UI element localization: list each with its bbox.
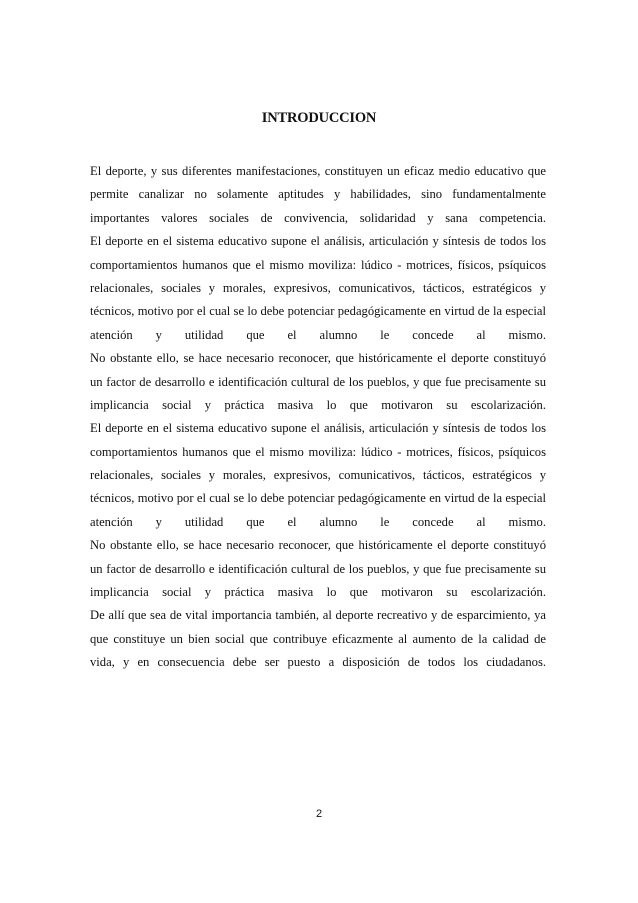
text-line: implicancia social y práctica masiva lo que motivaron su escolarización.: [90, 397, 546, 412]
text-line: relacionales, sociales y morales, expresivos, comunicativos, tácticos, estratégicos y: [90, 468, 546, 483]
text-line: implicancia social y práctica masiva lo que motivaron su escolarización.: [90, 585, 546, 600]
text-line: importantes valores sociales de convivencia, solidaridad y sana competencia.: [90, 210, 546, 225]
text-line: un factor de desarrollo e identificación cultural de los pueblos, y que fue precisamente su: [90, 374, 546, 389]
text-line: técnicos, motivo por el cual se lo debe potenciar pedagógicamente en virtud de la especial: [90, 304, 546, 319]
text-line: El deporte en el sistema educativo supone el análisis, articulación y síntesis de todos los: [90, 421, 546, 436]
text-line: El deporte en el sistema educativo supone el análisis, articulación y síntesis de todos los: [90, 234, 546, 249]
text-line: relacionales, sociales y morales, expresivos, comunicativos, tácticos, estratégicos y: [90, 280, 546, 295]
text-line: El deporte, y sus diferentes manifestaciones, constituyen un eficaz medio educativo que: [90, 164, 546, 178]
page-number: 2: [315, 808, 323, 820]
text-line: vida, y en consecuencia debe ser puesto a disposición de todos los ciudadanos.: [90, 655, 546, 670]
text-line: No obstante ello, se hace necesario reconocer, que históricamente el deporte constituyó: [90, 538, 546, 553]
text-line: atención y utilidad que el alumno le concede al mismo.: [90, 514, 546, 529]
text-line: permite canalizar no solamente aptitudes y habilidades, sino fundamentalmente: [90, 187, 546, 202]
body-text: [90, 160, 546, 675]
text-line: No obstante ello, se hace necesario reconocer, que históricamente el deporte constituyó: [90, 351, 546, 366]
text-line: comportamientos humanos que el mismo moviliza: lúdico - motrices, físicos, psíquicos: [90, 257, 546, 272]
text-line: que constituye un bien social que contribuye eficazmente al aumento de la calidad de: [90, 631, 546, 646]
page-title: INTRODUCCION: [261, 110, 377, 126]
text-line: atención y utilidad que el alumno le concede al mismo.: [90, 327, 546, 342]
text-line: De allí que sea de vital importancia también, al deporte recreativo y de esparcimiento, ya: [90, 608, 546, 623]
text-line: técnicos, motivo por el cual se lo debe potenciar pedagógicamente en virtud de la especial: [90, 491, 546, 506]
text-line: un factor de desarrollo e identificación cultural de los pueblos, y que fue precisamente su: [90, 561, 546, 576]
text-line: comportamientos humanos que el mismo moviliza: lúdico - motrices, físicos, psíquicos: [90, 444, 546, 459]
